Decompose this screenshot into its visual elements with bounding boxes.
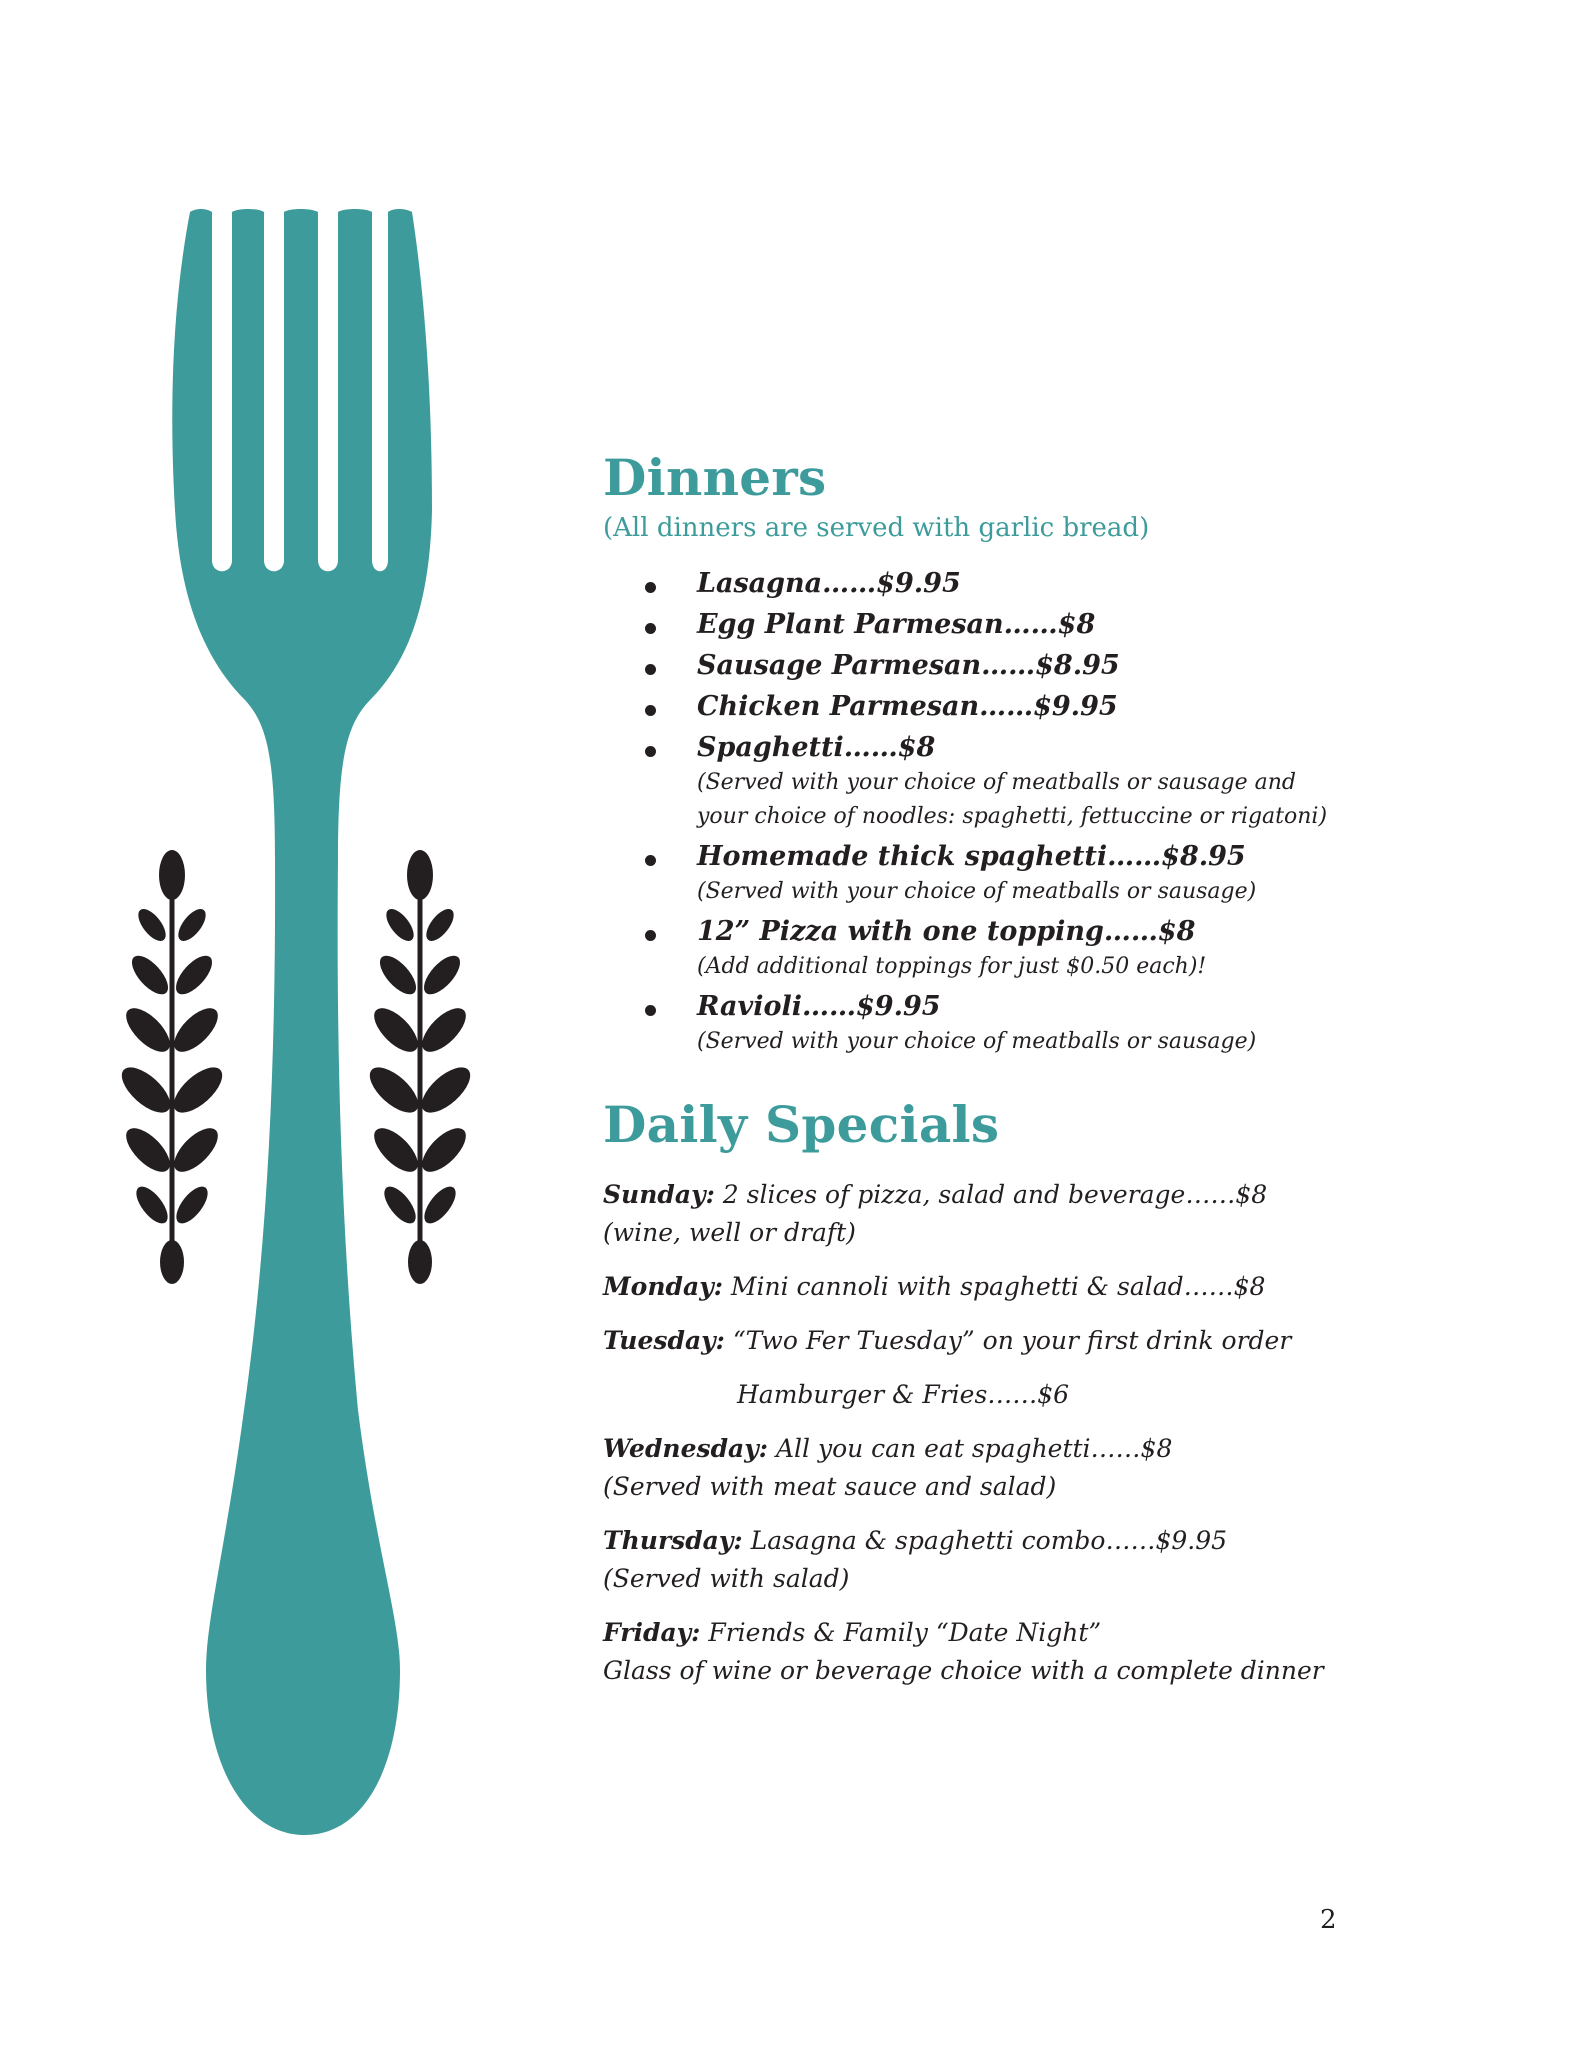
day-label: Tuesday: <box>603 1326 725 1356</box>
special-monday <box>603 1268 1533 1306</box>
special-text: Friends & Family “Date Night” <box>700 1618 1102 1648</box>
page-number: 2 <box>1320 1905 1337 1935</box>
special-text: Lasagna & spaghetti combo……$9.95 <box>742 1526 1228 1556</box>
item-note: (Served with your choice of meatballs or sausage) <box>697 1029 1257 1055</box>
day-label: Sunday: <box>603 1180 715 1210</box>
bullet-icon <box>645 746 656 757</box>
list-item <box>645 730 1533 834</box>
special-friday <box>603 1614 1533 1690</box>
special-text: All you can eat spaghetti……$8 <box>768 1434 1173 1464</box>
list-item <box>645 839 1533 909</box>
bullet-icon <box>645 1005 656 1016</box>
special-detail: (Served with salad) <box>603 1564 850 1594</box>
day-label: Monday: <box>603 1272 723 1302</box>
special-detail: (Served with meat sauce and salad) <box>603 1472 1057 1502</box>
special-text: Mini cannoli with spaghetti & salad……$8 <box>722 1272 1266 1302</box>
list-item <box>645 989 1533 1059</box>
dinners-subtitle: (All dinners are served with garlic bread) <box>603 513 1150 543</box>
item-name: Lasagna……$9.95 <box>697 568 961 600</box>
special-text: “Two Fer Tuesday” on your first drink order <box>724 1326 1292 1356</box>
day-label: Wednesday: <box>603 1434 769 1464</box>
day-label: Friday: <box>603 1618 701 1648</box>
special-thursday <box>603 1522 1533 1598</box>
list-item <box>645 689 1533 725</box>
bullet-icon <box>645 623 656 634</box>
list-item <box>645 914 1533 984</box>
menu-content <box>603 450 1533 1706</box>
item-name: Chicken Parmesan……$9.95 <box>697 691 1118 723</box>
bullet-icon <box>645 705 656 716</box>
item-name: 12” Pizza with one topping……$8 <box>697 916 1196 948</box>
special-text: 2 slices of pizza, salad and beverage……$8 <box>714 1180 1268 1210</box>
leaf-sprig-icon-right <box>362 850 477 1284</box>
list-item <box>645 566 1533 602</box>
bullet-icon <box>645 582 656 593</box>
special-detail: Glass of wine or beverage choice with a complete dinner <box>603 1656 1324 1686</box>
day-label: Thursday: <box>603 1526 743 1556</box>
list-item <box>645 607 1533 643</box>
specials-list <box>603 1176 1533 1690</box>
special-detail: (wine, well or draft) <box>603 1218 856 1248</box>
item-name: Homemade thick spaghetti……$8.95 <box>697 841 1246 873</box>
item-name: Ravioli……$9.95 <box>697 991 941 1023</box>
bullet-icon <box>645 855 656 866</box>
daily-specials-title: Daily Specials <box>603 1095 1000 1155</box>
bullet-icon <box>645 930 656 941</box>
item-note: (Add additional toppings for just $0.50 each)! <box>697 954 1207 980</box>
list-item <box>645 648 1533 684</box>
bullet-icon <box>645 664 656 675</box>
special-tuesday <box>603 1322 1533 1414</box>
dinners-list <box>603 566 1533 1059</box>
special-wednesday <box>603 1430 1533 1506</box>
fork-illustration <box>0 0 560 1900</box>
item-note: your choice of noodles: spaghetti, fettuccine or rigatoni) <box>697 804 1328 830</box>
leaf-sprig-icon-left <box>114 850 229 1284</box>
dinners-title: Dinners <box>603 448 827 507</box>
special-sunday <box>603 1176 1533 1252</box>
special-detail: Hamburger & Fries……$6 <box>737 1380 1070 1410</box>
item-name: Egg Plant Parmesan……$8 <box>697 609 1096 641</box>
item-note: (Served with your choice of meatballs or sausage) <box>697 879 1257 905</box>
item-name: Spaghetti……$8 <box>697 732 936 764</box>
item-name: Sausage Parmesan……$8.95 <box>697 650 1120 682</box>
item-note: (Served with your choice of meatballs or sausage and <box>697 770 1297 796</box>
